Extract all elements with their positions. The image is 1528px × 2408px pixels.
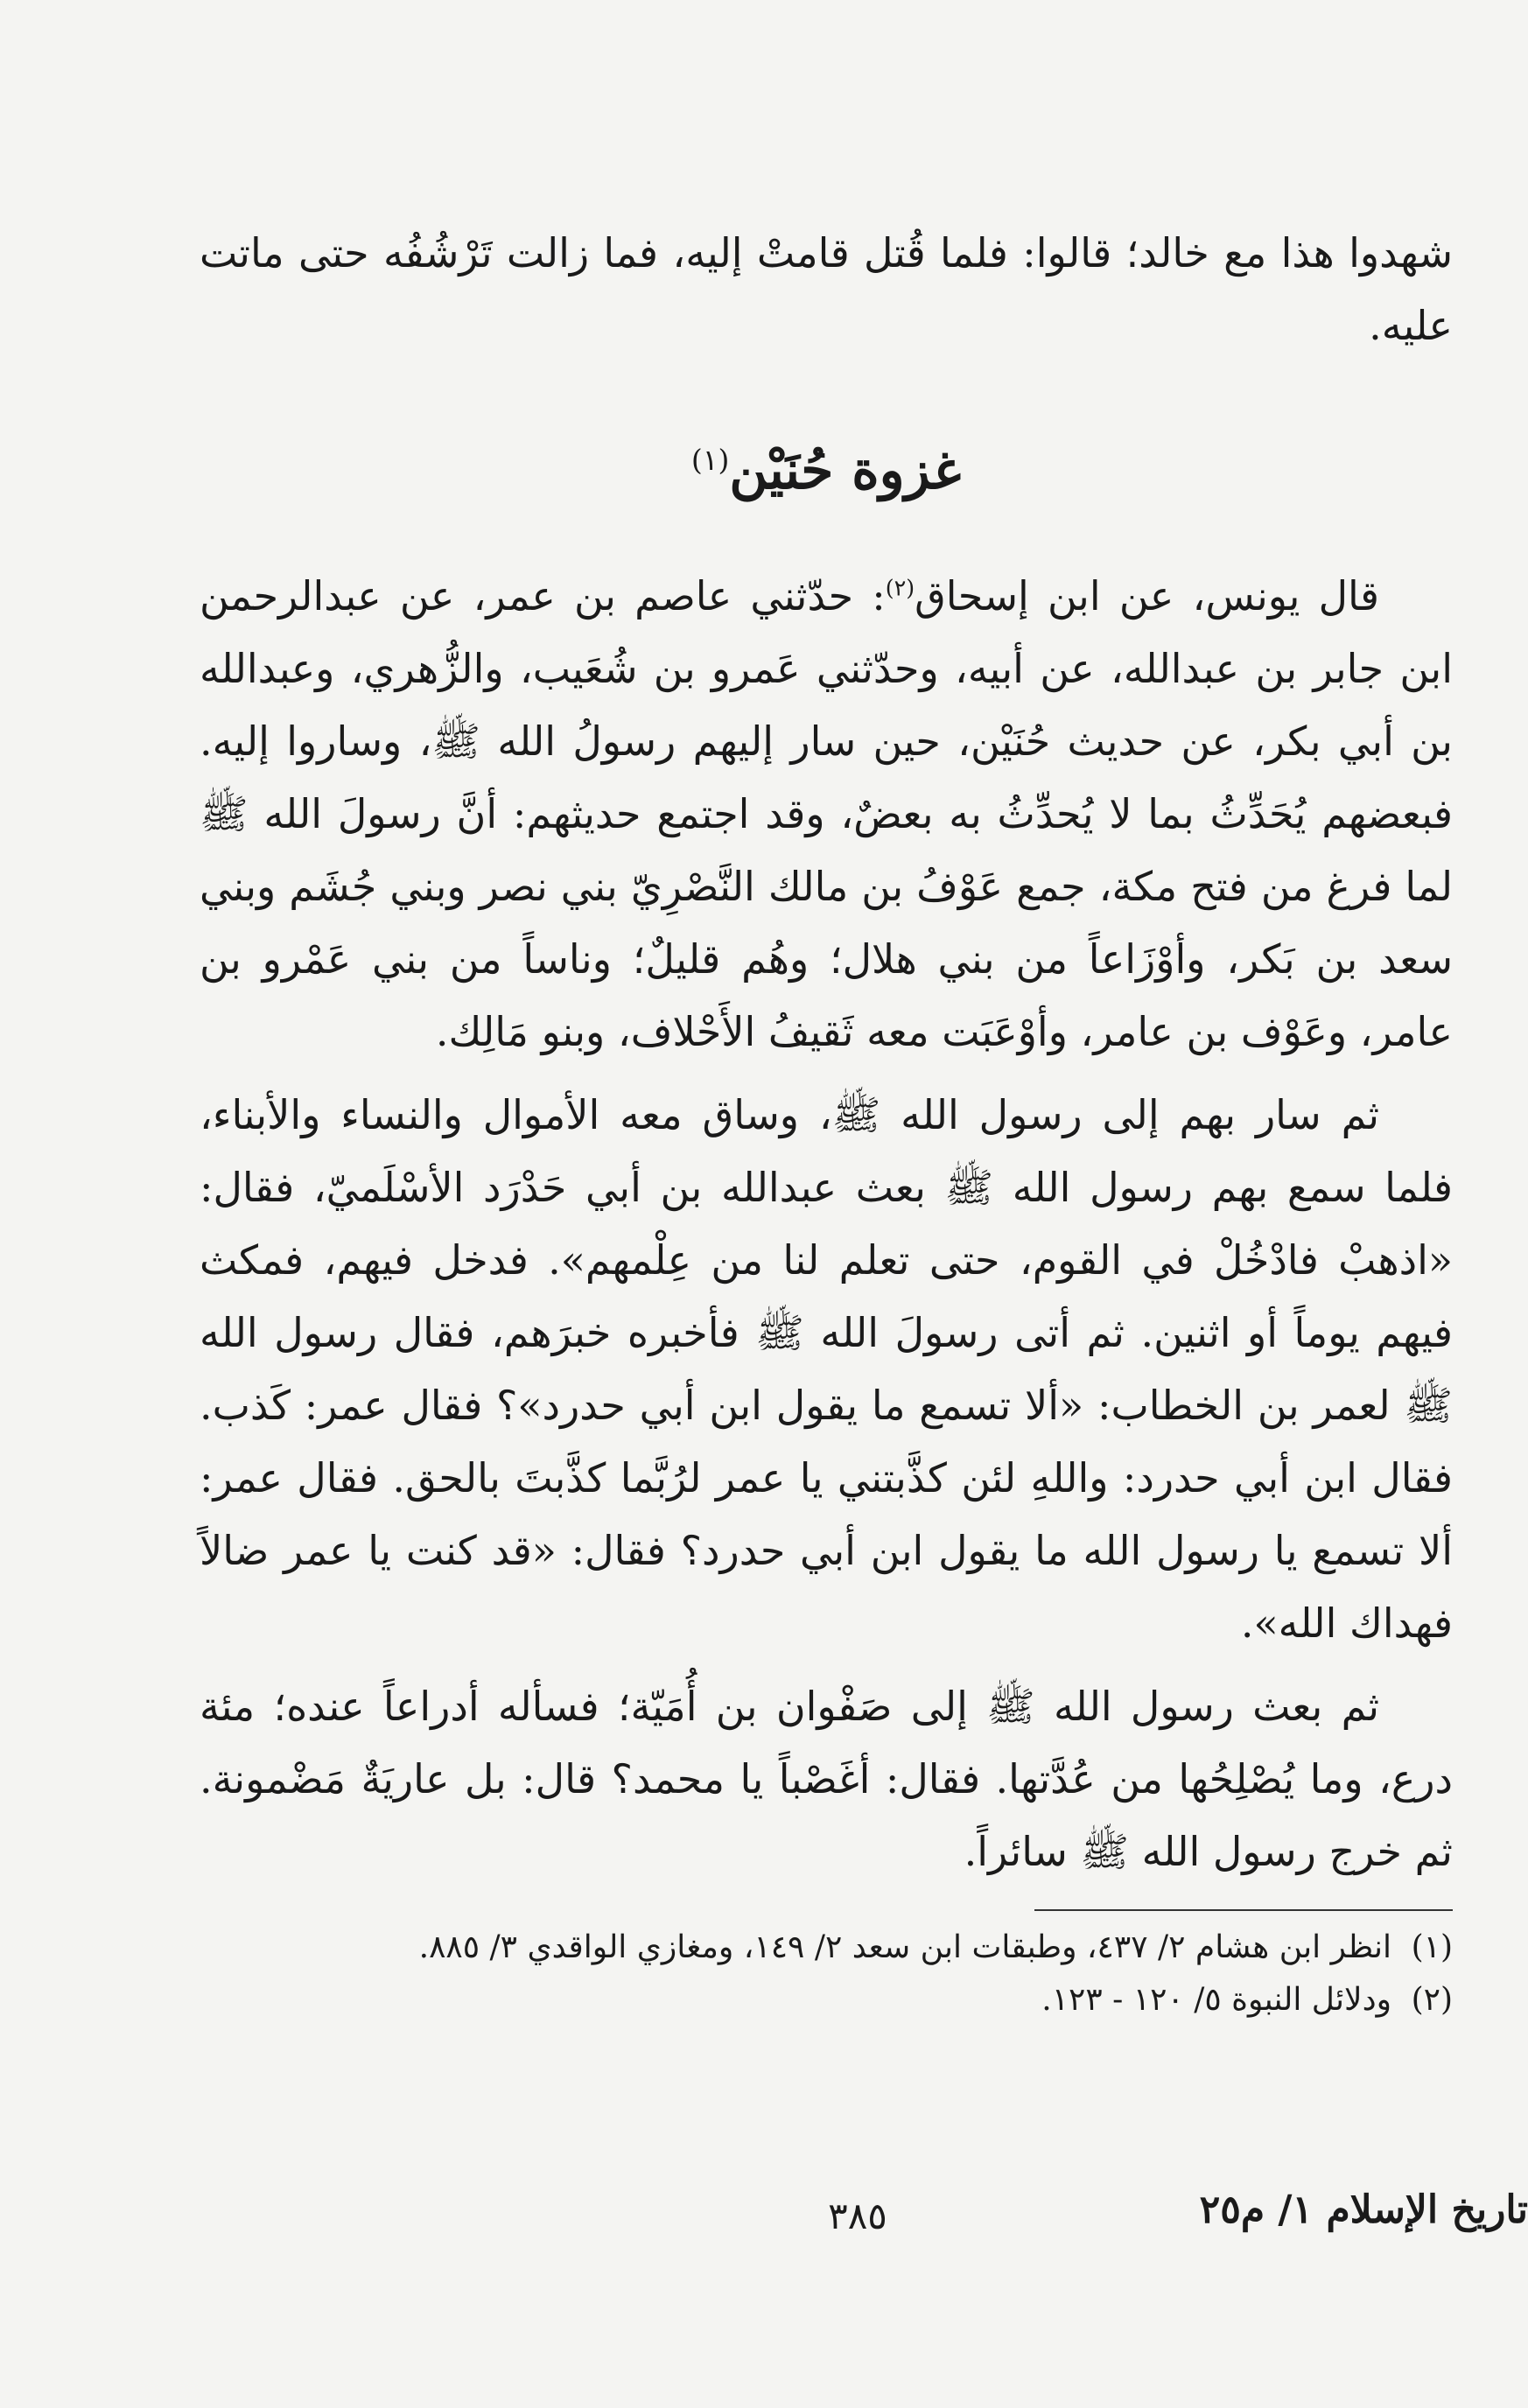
book-signature: تاريخ الإسلام ١/ م٢٥ bbox=[1199, 2188, 1528, 2232]
opening-paragraph: شهدوا هذا مع خالد؛ قالوا: فلما قُتل قامتْ إليه، فما زالت تَرْشُفُه حتى ماتت عليه. bbox=[200, 229, 1453, 349]
footnote-2-text: ودلائل النبوة ٥/ ١٢٠ - ١٢٣. bbox=[1041, 1982, 1391, 2018]
paragraph-3: ثم بعث رسول الله ﷺ إلى صَفْوان بن أُمَيّة؛ فسأله أدراعاً عنده؛ مئة درع، وما يُصْلِحُها من عُدَّتها. فقال: أغَصْباً يا محمد؟ قال: بل عاريَةٌ مَضْمونة. ثم خرج رسول الله ﷺ سائراً. bbox=[200, 1683, 1453, 1875]
paragraph-1-footnote-ref[interactable]: (٢) bbox=[885, 575, 915, 601]
heading-title: غزوة حُنَيْن bbox=[729, 440, 962, 501]
footnote-2-number: (٢) bbox=[1411, 1982, 1453, 2018]
heading-footnote-ref[interactable]: (١) bbox=[690, 443, 730, 477]
page-number: ٣٨٥ bbox=[828, 2194, 887, 2237]
footnotes bbox=[200, 1922, 1453, 2026]
footnote-1-number: (١) bbox=[1411, 1929, 1453, 1965]
paragraph-1-start: قال يونس، عن ابن إسحاق bbox=[915, 572, 1379, 620]
paragraph-1-rest: : حدّثني عاصم بن عمر، عن عبدالرحمن ابن جابر بن عبدالله، عن أبيه، وحدّثني عَمرو بن شُعَيب، والزُّهري، وعبدالله بن أبي بكر، عن حديث حُنَيْن، حين سار إليهم رسولُ الله ﷺ، وساروا إليه. فبعضهم يُحَدِّثُ بما لا يُحدِّثُ به بعضٌ، وقد اجتمع حديثهم: أنَّ رسولَ الله ﷺ لما فرغ من فتح مكة، جمع عَوْفُ بن مالك النَّصْرِيّ بني نصر وبني جُشَم وبني سعد بن بَكر، وأوْزَاعاً من بني هلال؛ وهُم قليلٌ؛ وناساً من بني عَمْرو بن عامر، وعَوْف بن عامر، وأوْعَبَت معه ثَقيفُ الأَحْلاف، وبنو مَالِك. bbox=[200, 572, 1453, 1055]
section-heading bbox=[200, 427, 1453, 514]
footnote-1-text: انظر ابن هشام ٢/ ٤٣٧، وطبقات ابن سعد ٢/ ١٤٩، ومغازي الواقدي ٣/ ٨٨٥. bbox=[418, 1929, 1391, 1965]
footnote-separator bbox=[1034, 1909, 1453, 1911]
paragraph-2: ثم سار بهم إلى رسول الله ﷺ، وساق معه الأموال والنساء والأبناء، فلما سمع بهم رسول الله ﷺ بعث عبدالله بن أبي حَدْرَد الأسْلَميّ، فقال: «اذهبْ فادْخُلْ في القوم، حتى تعلم لنا من عِلْمهم». فدخل فيهم، فمكث فيهم يوماً أو اثنين. ثم أتى رسولَ الله ﷺ فأخبره خبرَهم، فقال رسول الله ﷺ لعمر بن الخطاب: «ألا تسمع ما يقول ابن أبي حدرد»؟ فقال عمر: كَذب. فقال ابن أبي حدرد: واللهِ لئن كذَّبتني يا عمر لرُبَّما كذَّبتَ بالحق. فقال عمر: ألا تسمع يا رسول الله ما يقول ابن أبي حدرد؟ فقال: «قد كنت يا عمر ضالاً فهداك الله». bbox=[200, 1091, 1453, 1647]
footnote-1 bbox=[200, 1922, 1453, 1974]
footnote-2 bbox=[200, 1974, 1453, 2026]
main-body bbox=[200, 560, 1453, 1899]
paragraph-1 bbox=[200, 560, 1453, 1068]
